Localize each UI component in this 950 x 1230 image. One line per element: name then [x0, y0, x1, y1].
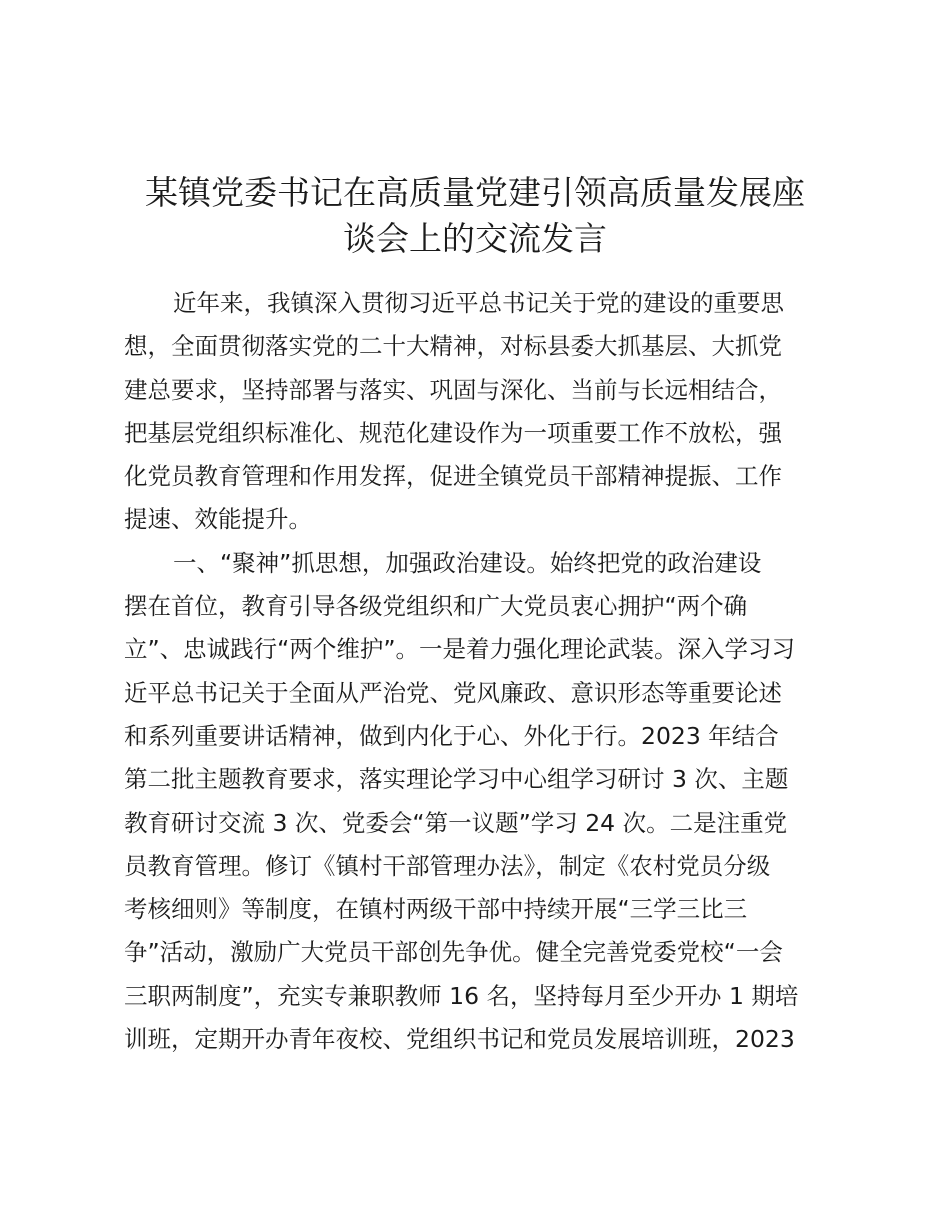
- body-line: 想，全面贯彻落实党的二十大精神，对标县委大抓基层、大抓党: [124, 332, 782, 361]
- body-line: 和系列重要讲话精神，做到内化于心、外化于行。2023 年结合: [124, 721, 779, 750]
- body-line: 化党员教育管理和作用发挥，促进全镇党员干部精神提振、工作: [124, 462, 782, 491]
- body-line: 立”、忠诚践行“两个维护”。一是着力强化理论武装。深入学习习: [124, 635, 796, 664]
- body-line: 三职两制度”，充实专兼职教师 16 名，坚持每月至少开办 1 期培: [124, 981, 799, 1010]
- body-line: 近年来，我镇深入贯彻习近平总书记关于党的建设的重要思: [173, 289, 784, 317]
- body-line: 摆在首位，教育引导各级党组织和广大党员衷心拥护“两个确: [124, 592, 748, 621]
- body-line: 提速、效能提升。: [124, 505, 312, 534]
- body-line: 训班，定期开办青年夜校、党组织书记和党员发展培训班，2023: [124, 1025, 795, 1054]
- body-line: 第二批主题教育要求，落实理论学习中心组学习研讨 3 次、主题: [124, 765, 789, 794]
- document-title: [118, 170, 832, 262]
- body-line: 一、“聚神”抓思想，加强政治建设。始终把党的政治建设: [173, 548, 762, 577]
- document-body: [124, 282, 836, 1061]
- body-line: 员教育管理。修订《镇村干部管理办法》，制定《农村党员分级: [124, 851, 771, 880]
- body-line: 建总要求，坚持部署与落实、巩固与深化、当前与长远相结合，: [124, 375, 782, 404]
- body-line: 近平总书记关于全面从严治党、党风廉政、意识形态等重要论述: [124, 678, 782, 707]
- body-line: 教育研讨交流 3 次、党委会“第一议题”学习 24 次。二是注重党: [124, 808, 788, 837]
- title-line-1: 某镇党委书记在高质量党建引领高质量发展座: [145, 173, 805, 212]
- body-line: 争”活动，激励广大党员干部创先争优。健全完善党委党校“一会: [124, 938, 783, 967]
- body-line: 考核细则》等制度，在镇村两级干部中持续开展“三学三比三: [124, 895, 748, 924]
- body-line: 把基层党组织标准化、规范化建设作为一项重要工作不放松，强: [124, 418, 782, 447]
- title-line-2: 谈会上的交流发言: [343, 219, 607, 258]
